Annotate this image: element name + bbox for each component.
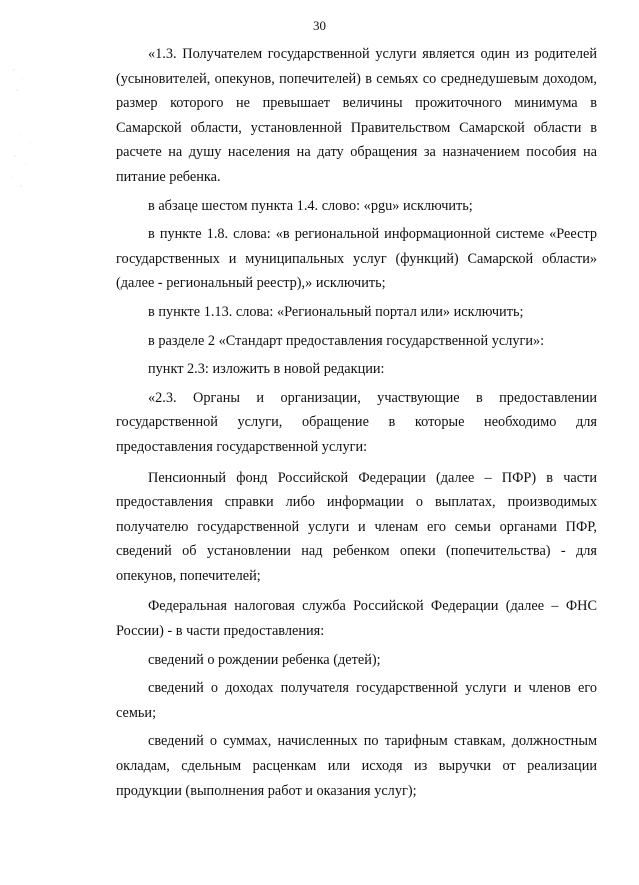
paragraph-fns: Федеральная налоговая служба Российской Федерации (далее – ФНС России) - в части предоставления: <box>116 598 597 640</box>
scan-noise <box>10 60 50 210</box>
paragraph-2-3-intro: пункт 2.3: изложить в новой редакции: <box>148 361 385 378</box>
paragraph-1-8-amendment: в пункте 1.8. слова: «в региональной информационной системе «Реестр государственных и муниципальных услуг (функций) Самарской области» (далее - региональный реестр),» исключить; <box>116 226 597 292</box>
page-number: 30 <box>313 18 326 33</box>
paragraph-1-3: «1.3. Получателем государственной услуги является один из родителей (усыновителей, опекунов, попечителей) в семьях со среднедушевым доходом, размер которого не превышает величины прожиточного минимума в Самарской области, установленной Правительством Самарской области в расчете на душу населения на дату обращения за назначением пособия на питание ребенка. <box>116 46 597 185</box>
document-body <box>116 42 597 803</box>
paragraph-salary-info: сведений о суммах, начисленных по тарифным ставкам, должностным окладам, сдельным расценкам или исходя из выручки от реализации продукции (выполнения работ и оказания услуг); <box>116 733 597 799</box>
paragraph-1-4-amendment: в абзаце шестом пункта 1.4. слово: «pgu» исключить; <box>148 197 473 214</box>
paragraph-1-13-amendment: в пункте 1.13. слова: «Региональный портал или» исключить; <box>148 303 524 320</box>
paragraph-pfr: Пенсионный фонд Российской Федерации (далее – ПФР) в части предоставления справки либо информации о выплатах, производимых получателю государственной услуги и членам его семьи органами ПФР, сведений об установлении над ребенком опеки (попечительства) - для опекунов, попечителей; <box>116 469 597 584</box>
paragraph-birth-info: сведений о рождении ребенка (детей); <box>148 651 381 668</box>
paragraph-2-3: «2.3. Органы и организации, участвующие в предоставлении государственной услуги, обращение в которые необходимо для предоставления государственной услуги: <box>116 389 597 455</box>
paragraph-income-info: сведений о доходах получателя государственной услуги и членов его семьи; <box>116 680 597 721</box>
section-2-amendment: в разделе 2 «Стандарт предоставления государственной услуги»: <box>148 332 545 349</box>
